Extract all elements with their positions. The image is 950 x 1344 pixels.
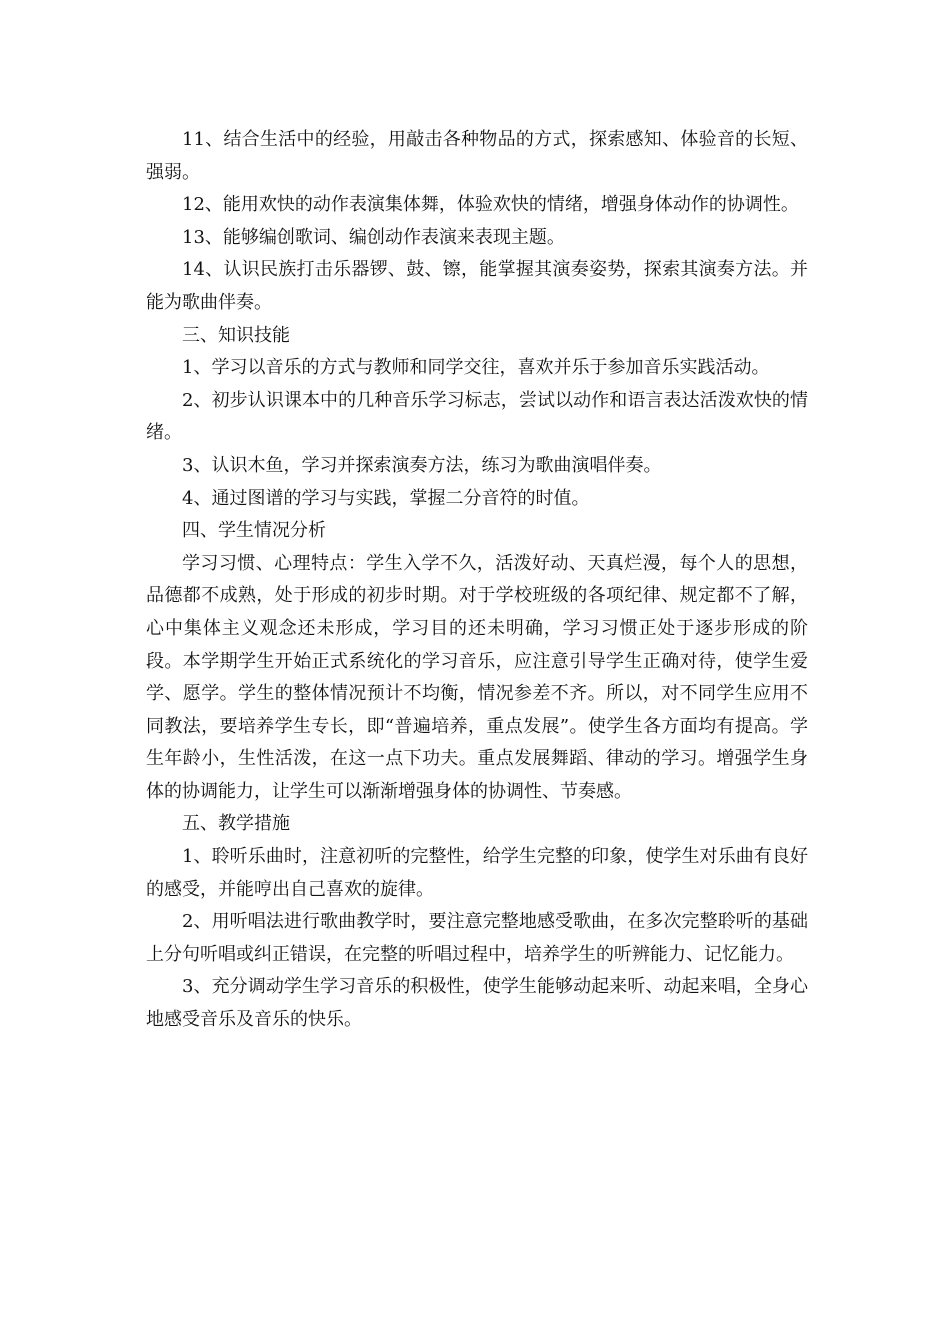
paragraph-knowledge-2: 2、初步认识课本中的几种音乐学习标志，尝试以动作和语言表达活泼欢快的情绪。 <box>146 389 808 444</box>
paragraph-student-analysis: 学习习惯、心理特点：学生入学不久，活泼好动、天真烂漫，每个人的思想，品德都不成熟，处于形成的初步时期。对于学校班级的各项纪律、规定都不了解，心中集体主义观念还未形成，学习目的还未明确，学习习惯正处于逐步形成的阶段。本学期学生开始正式系统化的学习音乐，应注意引导学生正确对待，使学生爱学、愿学。学生的整体情况预计不均衡，情况参差不齐。所以，对不同学生应用不同教法，要培养学生专长，即“普遍培养，重点发展”。使学生各方面均有提高。学生年龄小，生性活泼，在这一点下功夫。重点发展舞蹈、律动的学习。增强学生身体的协调能力，让学生可以渐渐增强身体的协调性、节奏感。 <box>146 552 808 802</box>
section-heading-knowledge-skills: 三、知识技能 <box>182 324 290 346</box>
paragraph-measure-2: 2、用听唱法进行歌曲教学时，要注意完整地感受歌曲，在多次完整聆听的基础上分句听唱或纠正错误，在完整的听唱过程中，培养学生的听辨能力、记忆能力。 <box>146 911 808 965</box>
paragraph-knowledge-1: 1、学习以音乐的方式与教师和同学交往，喜欢并乐于参加音乐实践活动。 <box>182 357 770 379</box>
section-heading-student-analysis: 四、学生情况分析 <box>182 520 326 542</box>
document-body <box>146 124 808 1037</box>
paragraph-item-11: 11、结合生活中的经验，用敲击各种物品的方式，探索感知、体验音的长短、强弱。 <box>146 129 808 183</box>
section-heading-teaching-measures: 五、教学措施 <box>182 813 290 835</box>
paragraph-measure-1: 1、聆听乐曲时，注意初听的完整性，给学生完整的印象，使学生对乐曲有良好的感受，并能哼出自己喜欢的旋律。 <box>146 846 808 900</box>
paragraph-measure-3: 3、充分调动学生学习音乐的积极性，使学生能够动起来听、动起来唱，全身心地感受音乐及音乐的快乐。 <box>146 976 808 1031</box>
paragraph-item-12: 12、能用欢快的动作表演集体舞，体验欢快的情绪，增强身体动作的协调性。 <box>182 194 799 216</box>
paragraph-knowledge-3: 3、认识木鱼，学习并探索演奏方法，练习为歌曲演唱伴奏。 <box>182 454 662 476</box>
paragraph-item-13: 13、能够编创歌词、编创动作表演来表现主题。 <box>182 226 565 248</box>
paragraph-item-14: 14、认识民族打击乐器锣、鼓、镲，能掌握其演奏姿势，探索其演奏方法。并能为歌曲伴奏。 <box>146 259 808 313</box>
paragraph-knowledge-4: 4、通过图谱的学习与实践，掌握二分音符的时值。 <box>182 487 590 509</box>
